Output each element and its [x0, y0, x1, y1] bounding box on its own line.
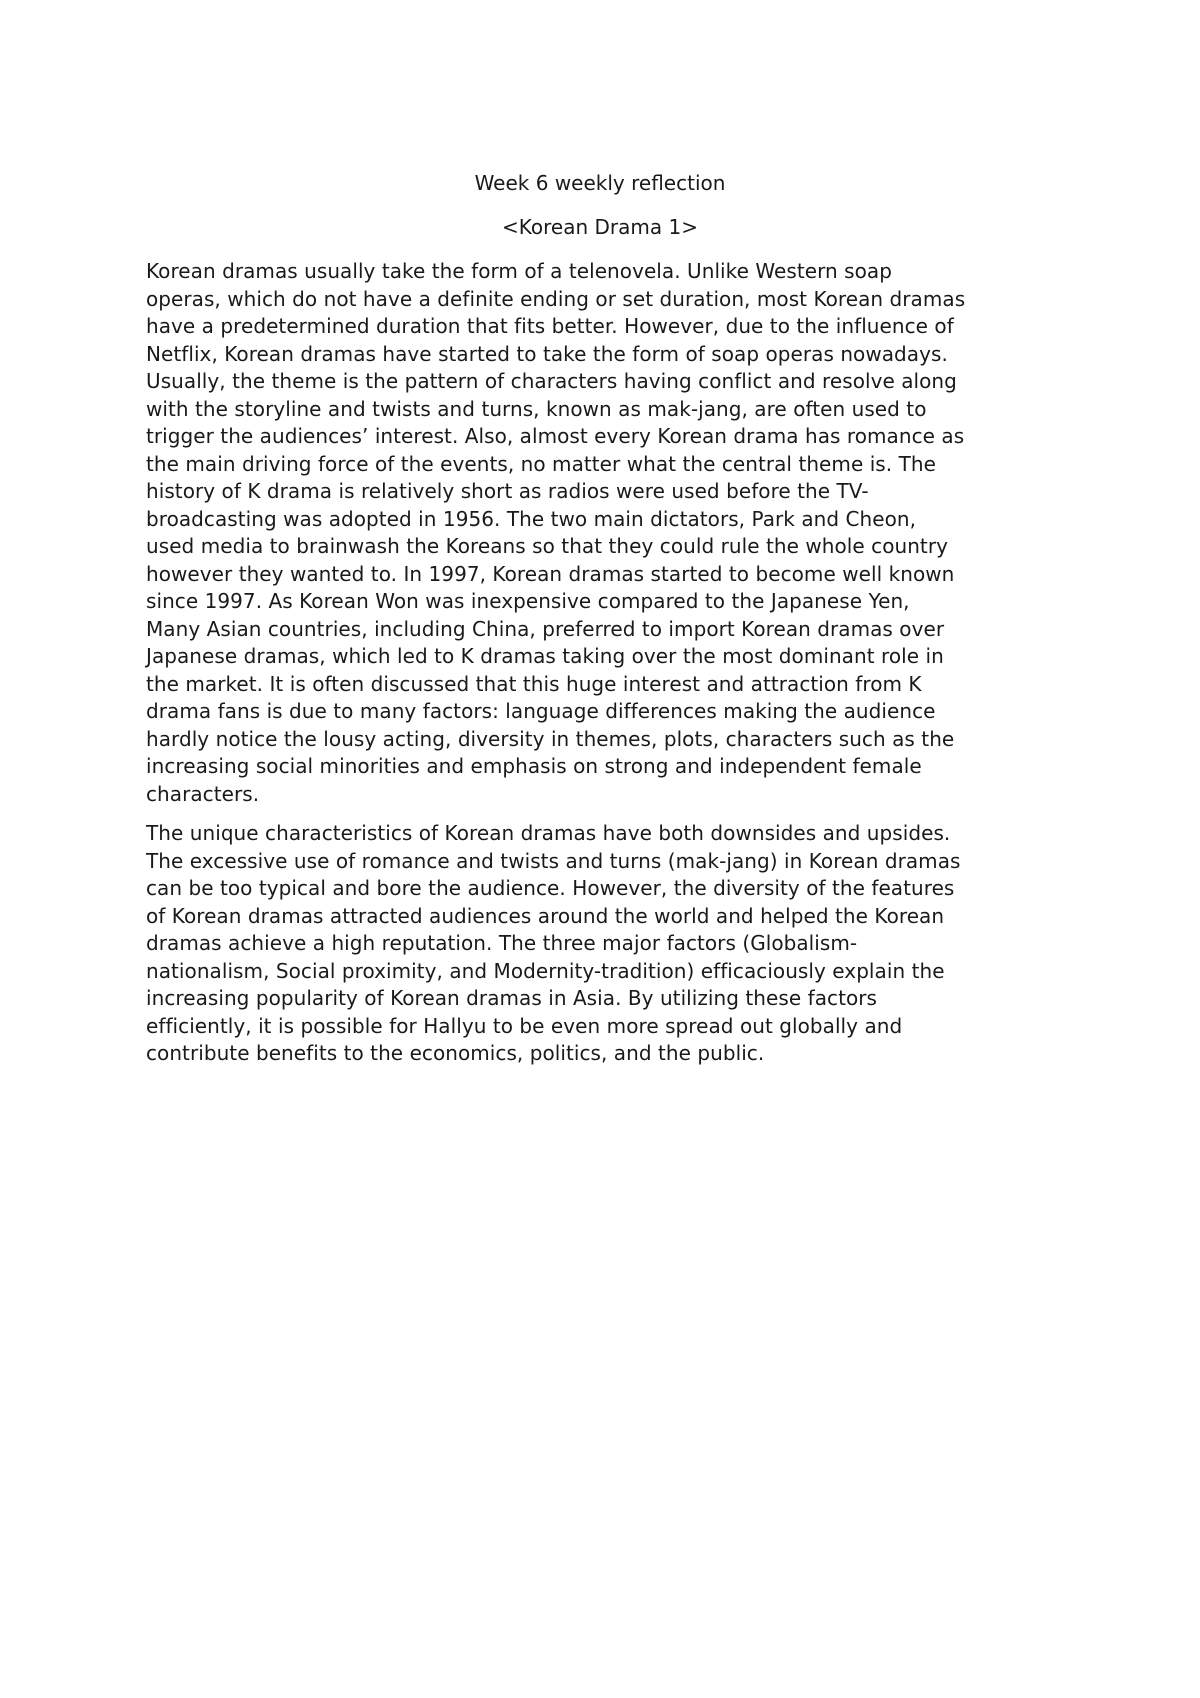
text-line: characters.: [146, 781, 260, 806]
document-body: [146, 258, 1076, 1080]
text-line: of Korean dramas attracted audiences around the world and helped the Korean: [146, 903, 945, 928]
text-line: the market. It is often discussed that this huge interest and attraction from K: [146, 671, 922, 696]
text-line: contribute benefits to the economics, politics, and the public.: [146, 1041, 765, 1065]
text-line: with the storyline and twists and turns, known as mak-jang, are often used to: [146, 396, 927, 421]
text-line: Netflix, Korean dramas have started to take the form of soap operas nowadays.: [146, 341, 948, 366]
text-line: can be too typical and bore the audience. However, the diversity of the features: [146, 876, 955, 900]
text-line: broadcasting was adopted in 1956. The two main dictators, Park and Cheon,: [146, 506, 917, 531]
text-line: the main driving force of the events, no matter what the central theme is. The: [146, 451, 936, 476]
text-line: The excessive use of romance and twists and turns (mak-jang) in Korean dramas: [146, 848, 961, 873]
text-line: drama fans is due to many factors: language differences making the audience: [146, 699, 936, 723]
document-subtitle: <Korean Drama 1>: [502, 215, 698, 239]
document-title: Week 6 weekly reflection: [474, 171, 726, 195]
text-line: operas, which do not have a definite ending or set duration, most Korean dramas: [146, 286, 966, 311]
text-line: hardly notice the lousy acting, diversity in themes, plots, characters such as the: [146, 726, 955, 751]
text-line: history of K drama is relatively short as radios were used before the TV-: [146, 479, 869, 503]
text-line: trigger the audiences’ interest. Also, almost every Korean drama has romance as: [146, 424, 965, 448]
text-line: increasing social minorities and emphasis on strong and independent female: [146, 754, 922, 778]
text-line: since 1997. As Korean Won was inexpensive compared to the Japanese Yen,: [146, 589, 910, 613]
text-line: Korean dramas usually take the form of a telenovela. Unlike Western soap: [146, 259, 892, 283]
text-line: have a predetermined duration that fits better. However, due to the influence of: [146, 314, 954, 338]
text-line: dramas achieve a high reputation. The three major factors (Globalism-: [146, 931, 858, 955]
text-line: used media to brainwash the Koreans so that they could rule the whole country: [146, 534, 948, 558]
paragraph-1: [146, 258, 1076, 808]
text-line: The unique characteristics of Korean dramas have both downsides and upsides.: [146, 821, 951, 845]
text-line: Japanese dramas, which led to K dramas taking over the most dominant role in: [146, 644, 944, 668]
paragraph-2: [146, 820, 1076, 1068]
text-line: however they wanted to. In 1997, Korean dramas started to become well known: [146, 561, 955, 586]
text-line: nationalism, Social proximity, and Modernity-tradition) efficaciously explain the: [146, 958, 945, 983]
text-line: Many Asian countries, including China, preferred to import Korean dramas over: [146, 616, 945, 641]
text-line: efficiently, it is possible for Hallyu to be even more spread out globally and: [146, 1013, 903, 1038]
text-line: Usually, the theme is the pattern of characters having conflict and resolve along: [146, 369, 957, 393]
text-line: increasing popularity of Korean dramas in Asia. By utilizing these factors: [146, 986, 877, 1010]
